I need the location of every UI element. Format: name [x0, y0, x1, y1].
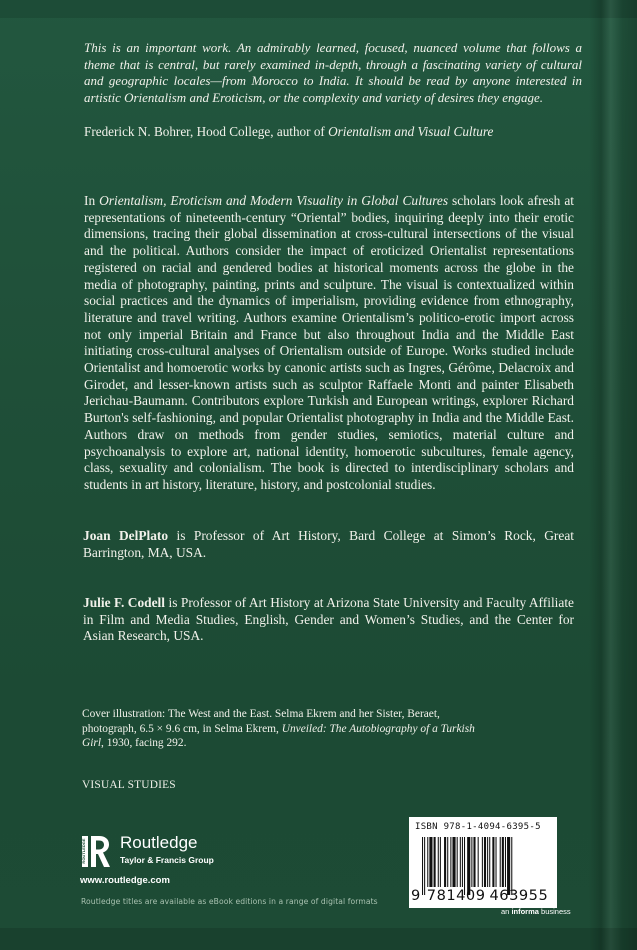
- informa-bold: informa: [511, 907, 539, 916]
- endorsement-quote: This is an important work. An admirably learned, focused, nuanced volume that follows a theme that is central, but rarely examined in-depth, through a fascinating variety of cultural and geographic locales—from Morocco to India. It should be read by anyone interested in artistic Orientalism and Eroticism, or the complexity and variety of desires they engage.: [84, 40, 582, 105]
- isbn-barcode: [409, 817, 557, 908]
- editor-bio: [83, 595, 574, 645]
- barcode-bar: [482, 837, 483, 887]
- ean-number: [411, 887, 548, 904]
- barcode-bar: [471, 837, 472, 887]
- cover-illustration-credit: [82, 707, 482, 751]
- cover-top-shade: [0, 0, 637, 18]
- attribution-name: Frederick N. Bohrer, Hood College, author of: [84, 124, 329, 139]
- book-description: [84, 193, 574, 494]
- routledge-r-logo-icon: [82, 833, 112, 869]
- barcode-bar: [505, 837, 506, 887]
- barcode-bar: [452, 837, 455, 887]
- credit-book-title: Unveiled: The Autobiography of a Turkish Girl: [82, 722, 475, 749]
- spine-edge: [589, 0, 637, 950]
- barcode-bar: [500, 837, 501, 887]
- isbn-number: ISBN 978-1-4094-6395-5: [415, 822, 541, 832]
- barcode-bar: [444, 837, 446, 887]
- publisher-name: Routledge: [120, 833, 198, 852]
- editor-name: Julie F. Codell: [83, 595, 165, 610]
- barcode-bar: [489, 837, 490, 887]
- barcode-bar: [438, 837, 439, 887]
- informa-business-label: [501, 907, 571, 916]
- editor-bio-text: is Professor of Art History at Arizona State University and Faculty Affiliate in Film and Media Studies, English, Gender and Women’s Studies, and the Center for Asian Research, USA.: [83, 595, 575, 644]
- attribution-book-title: Orientalism and Visual Culture: [328, 124, 494, 139]
- publisher-group: Taylor & Francis Group: [120, 855, 214, 865]
- barcode-bar: [457, 837, 458, 887]
- endorsement-attribution: [84, 124, 584, 140]
- routledge-logo: [82, 833, 222, 869]
- ean-group-2: 463955: [489, 887, 549, 904]
- cover-bottom-shade: [0, 928, 637, 950]
- barcode-bar: [447, 837, 448, 887]
- barcode-bar: [496, 837, 497, 887]
- description-book-title: Orientalism, Eroticism and Modern Visuality in Global Cultures: [99, 193, 449, 208]
- editor-bio: [83, 528, 574, 561]
- description-body: scholars look afresh at representations of nineteenth-century “Oriental” bodies, inquiring deeply into their erotic dimensions, tracing their global dissemination at cross-cultural intersections of the visual and the political. Authors consider the impact of eroticized Orientalist representations registered on racial and gendered bodies at historical moments across the globe in the media of photography, painting, prints and sculpture. The visual is contextualized within social practices and the dynamics of imperialism, providing evidence from ethnography, literature and travel writing. Authors examine Orientalism’s politico-erotic import across not only imperial Britain and France but also throughout India and the Middle East initiating cross-cultural analyses of Orientalism outside of Europe. Works studied include Orientalist and homoerotic works by canonic artists such as Ingres, Gérôme, Delacroix and Girodet, and lesser-known artists such as sculptor Raffaele Monti and painter Elisabeth Jerichau-Baumann. Contributors explore Turkish and European writings, explorer Richard Burton's self-fashioning, and popular Orientalist photography in India and the Middle East. Authors draw on methods from gender studies, semiotics, material culture and psychoanalysis to explore art, national identity, homoerotic subcultures, female agency, class, sexuality and colonialism. The book is directed to interdisciplinary scholars and students in art history, literature, history, and postcolonial studies.: [84, 193, 574, 492]
- barcode-bar: [462, 837, 463, 887]
- series-label: VISUAL STUDIES: [82, 779, 176, 791]
- description-intro: In: [84, 193, 100, 208]
- barcode-bar: [487, 837, 488, 887]
- informa-prefix: an: [501, 907, 512, 916]
- editor-name: Joan DelPlato: [83, 528, 169, 543]
- barcode-bar: [460, 837, 461, 887]
- barcode-bar: [427, 837, 428, 887]
- barcode-bar: [484, 837, 486, 887]
- barcode-bar: [434, 837, 436, 887]
- editor-bio-text: is Professor of Art History, Bard College at Simon’s Rock, Great Barrington, MA, USA.: [83, 528, 574, 560]
- publisher-url[interactable]: www.routledge.com: [80, 875, 170, 886]
- credit-text: Cover illustration: The West and the East. Selma Ekrem and her Sister, Beraet, photograph, 6.5 × 9.6 cm, in Selma Ekrem,: [82, 708, 440, 735]
- ean-first-digit: 9: [411, 887, 421, 904]
- barcode-bar: [440, 837, 441, 887]
- barcode-bar: [502, 837, 504, 887]
- barcode-bar: [492, 837, 494, 887]
- logo-vertical-text: ROUTLEDGE: [81, 838, 86, 864]
- barcode-bar: [450, 837, 451, 887]
- ean-group-1: 781409: [426, 887, 486, 904]
- credit-text-end: , 1930, facing 292.: [101, 737, 187, 749]
- barcode-bar: [429, 837, 432, 887]
- ebook-notice: Routledge titles are available as eBook editions in a range of digital formats: [81, 897, 378, 906]
- barcode-bar: [478, 837, 479, 887]
- barcode-bar: [473, 837, 475, 887]
- informa-suffix: business: [538, 907, 571, 916]
